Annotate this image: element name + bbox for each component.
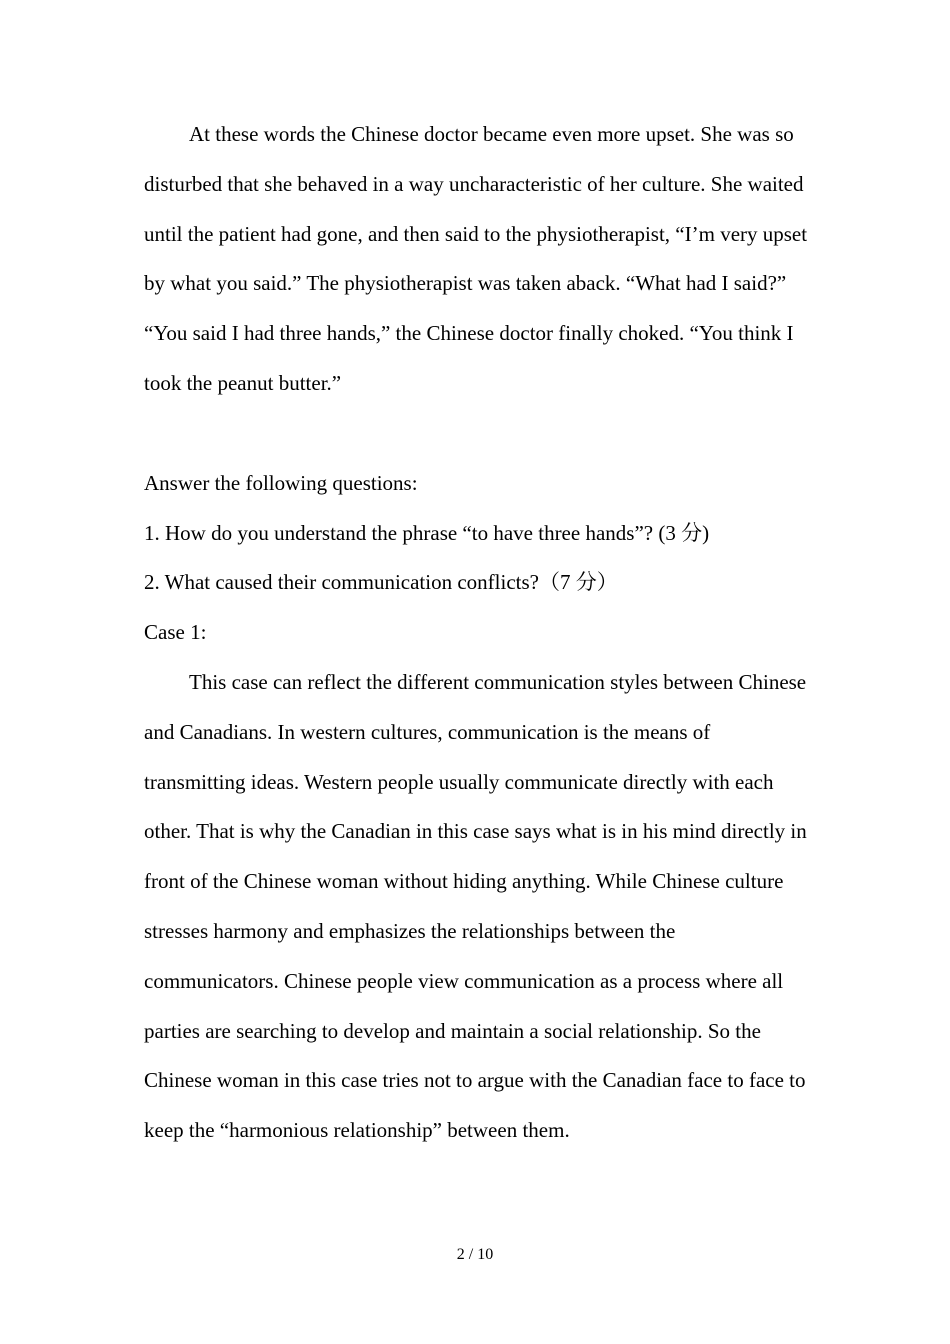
story-paragraph: At these words the Chinese doctor became even more upset. She was so disturbed that she behaved in a way uncharacteristic of her culture. She waited until the patient had gone, and then said to the physiotherapist, “I’m very upset by what you said.” The physiotherapist was taken aback. “What had I said?” “You said I had three hands,” the Chinese doctor finally choked. “You think I took the peanut butter.” [144,122,808,395]
paragraph-gap [144,409,810,459]
page-number: 2 / 10 [456,1246,494,1263]
questions-heading: Answer the following questions: [144,470,418,495]
case-paragraph: This case can reflect the different communication styles between Chinese and Canadians. In western cultures, communication is the means of transmitting ideas. Western people usually communicate directly with each other. That is why the Canadian in this case says what is in his mind directly in front of the Chinese woman without hiding anything. While Chinese culture stresses harmony and emphasizes the relationships between the communicators. Chinese people view communication as a process where all parties are searching to develop and maintain a social relationship. So the Chinese woman in this case tries not to argue with the Canadian face to face to keep the “harmonious relationship” between them. [144,669,807,1143]
page-content [144,110,810,1156]
question-1: 1. How do you understand the phrase “to have three hands”? (3 分) [144,520,710,545]
case-heading: Case 1: [144,620,207,645]
question-2: 2. What caused their communication conflicts?（7 分） [144,570,618,595]
